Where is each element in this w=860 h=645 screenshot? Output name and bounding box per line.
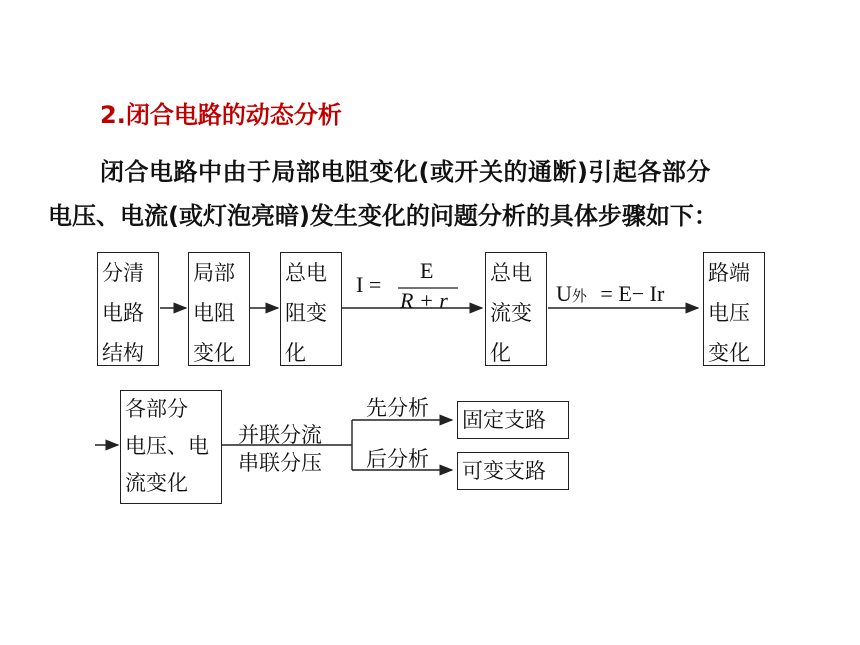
box-line: 变化 xyxy=(193,341,235,365)
box-line: 总电 xyxy=(285,261,327,285)
box-line: 固定支路 xyxy=(462,408,546,432)
label-analyze-first: 先分析 xyxy=(366,396,429,420)
box-fixed-branch xyxy=(457,401,569,439)
formula-voltage-sub: 外 xyxy=(571,287,587,305)
box-line: 局部 xyxy=(193,261,235,285)
box-line: 电路 xyxy=(102,301,144,325)
box-line: 阻变 xyxy=(285,301,327,325)
box-line: 化 xyxy=(285,341,306,365)
box-line: 路端 xyxy=(708,261,750,285)
box-line: 流变 xyxy=(490,301,532,325)
box-terminal-voltage xyxy=(703,252,765,366)
box-total-current xyxy=(485,252,547,366)
label-parallel-divide-current: 并联分流 xyxy=(238,423,322,447)
box-line: 总电 xyxy=(490,261,532,285)
box-line: 可变支路 xyxy=(462,459,546,483)
formula-current-numerator: E xyxy=(420,258,434,283)
box-line: 各部分 xyxy=(125,397,188,421)
box-total-resistance xyxy=(280,252,342,366)
box-line: 变化 xyxy=(708,341,750,365)
paragraph-line-2: 电压、电流(或灯泡亮暗)发生变化的问题分析的具体步骤如下： xyxy=(48,202,718,230)
box-line: 电阻 xyxy=(193,301,235,325)
box-line: 流变化 xyxy=(125,471,188,495)
box-line: 化 xyxy=(490,341,511,365)
box-line: 结构 xyxy=(102,341,144,365)
formula-voltage-u: U xyxy=(556,281,572,306)
label-series-divide-voltage: 串联分压 xyxy=(238,451,322,475)
formula-voltage-rest: = E− Ir xyxy=(600,281,665,306)
formula-current-denominator: R + r xyxy=(400,288,448,313)
box-line: 分清 xyxy=(102,261,144,285)
box-local-resistance xyxy=(188,252,250,366)
section-heading: 2.闭合电路的动态分析 xyxy=(100,101,342,129)
box-circuit-structure xyxy=(97,252,159,366)
formula-current-lhs: I = xyxy=(356,272,382,297)
box-line: 电压 xyxy=(708,301,750,325)
box-partial-voltage-current xyxy=(120,390,222,504)
formula-voltage xyxy=(556,281,664,307)
box-variable-branch xyxy=(457,452,569,490)
label-analyze-later: 后分析 xyxy=(366,447,429,471)
box-line: 电压、电 xyxy=(125,434,209,458)
paragraph-line-1: 闭合电路中由于局部电阻变化(或开关的通断)引起各部分 xyxy=(100,158,711,186)
